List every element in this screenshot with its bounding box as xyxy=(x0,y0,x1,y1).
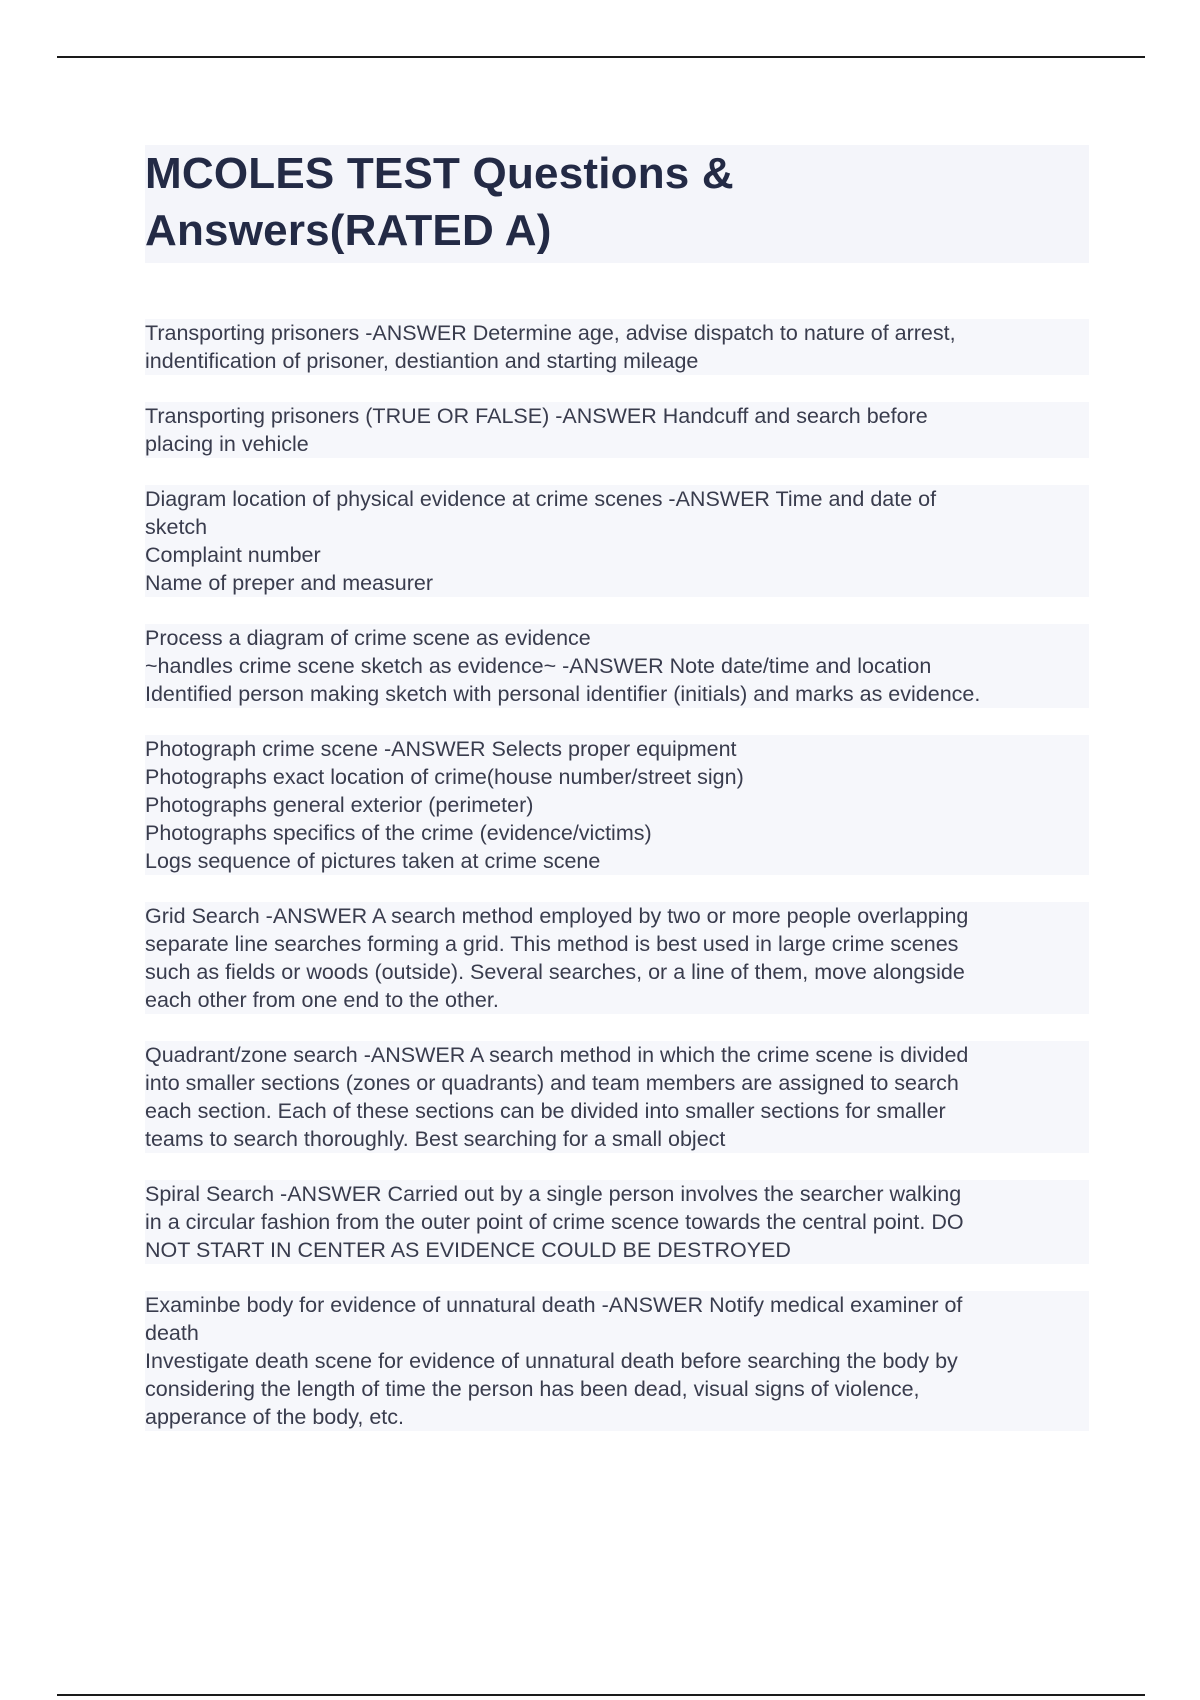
qa-line: Examinbe body for evidence of unnatural death -ANSWER Notify medical examiner of xyxy=(145,1291,1089,1319)
qa-line: ~handles crime scene sketch as evidence~ -ANSWER Note date/time and location xyxy=(145,652,1089,680)
qa-line: Process a diagram of crime scene as evidence xyxy=(145,624,1089,652)
qa-line: Spiral Search -ANSWER Carried out by a single person involves the searcher walking xyxy=(145,1180,1089,1208)
qa-line: indentification of prisoner, destiantion and starting mileage xyxy=(145,347,1089,375)
document-title xyxy=(145,145,1089,259)
title-line-1: MCOLES TEST Questions & xyxy=(145,149,734,198)
bottom-rule xyxy=(57,1694,1145,1696)
qa-line: Photograph crime scene -ANSWER Selects proper equipment xyxy=(145,735,1089,763)
qa-item xyxy=(145,624,1089,708)
qa-line: NOT START IN CENTER AS EVIDENCE COULD BE DESTROYED xyxy=(145,1236,1089,1264)
qa-line: apperance of the body, etc. xyxy=(145,1403,1089,1431)
qa-list xyxy=(145,319,1089,1431)
qa-line: Photographs specifics of the crime (evidence/victims) xyxy=(145,819,1089,847)
top-rule xyxy=(57,56,1145,58)
qa-line: sketch xyxy=(145,513,1089,541)
qa-line: each other from one end to the other. xyxy=(145,986,1089,1014)
qa-line: each section. Each of these sections can be divided into smaller sections for smaller xyxy=(145,1097,1089,1125)
document-body xyxy=(145,145,1089,1458)
qa-line: Quadrant/zone search -ANSWER A search method in which the crime scene is divided xyxy=(145,1041,1089,1069)
qa-item xyxy=(145,1291,1089,1431)
qa-line: such as fields or woods (outside). Several searches, or a line of them, move alongside xyxy=(145,958,1089,986)
qa-line: placing in vehicle xyxy=(145,430,1089,458)
qa-line: into smaller sections (zones or quadrants) and team members are assigned to search xyxy=(145,1069,1089,1097)
qa-item xyxy=(145,1180,1089,1264)
title-block xyxy=(145,145,1089,263)
qa-line: Logs sequence of pictures taken at crime scene xyxy=(145,847,1089,875)
qa-item xyxy=(145,319,1089,375)
qa-line: teams to search thoroughly. Best searching for a small object xyxy=(145,1125,1089,1153)
qa-line: separate line searches forming a grid. This method is best used in large crime scenes xyxy=(145,930,1089,958)
qa-line: Investigate death scene for evidence of unnatural death before searching the body by xyxy=(145,1347,1089,1375)
qa-item xyxy=(145,1041,1089,1153)
qa-line: death xyxy=(145,1319,1089,1347)
qa-line: Complaint number xyxy=(145,541,1089,569)
qa-line: in a circular fashion from the outer point of crime scence towards the central point. DO xyxy=(145,1208,1089,1236)
qa-line: considering the length of time the person has been dead, visual signs of violence, xyxy=(145,1375,1089,1403)
qa-line: Name of preper and measurer xyxy=(145,569,1089,597)
qa-line: Transporting prisoners (TRUE OR FALSE) -ANSWER Handcuff and search before xyxy=(145,402,1089,430)
qa-item xyxy=(145,735,1089,875)
title-line-2: Answers(RATED A) xyxy=(145,206,552,255)
qa-item xyxy=(145,402,1089,458)
qa-line: Photographs exact location of crime(house number/street sign) xyxy=(145,763,1089,791)
qa-line: Identified person making sketch with personal identifier (initials) and marks as evidence. xyxy=(145,680,1089,708)
qa-line: Diagram location of physical evidence at crime scenes -ANSWER Time and date of xyxy=(145,485,1089,513)
qa-line: Photographs general exterior (perimeter) xyxy=(145,791,1089,819)
qa-line: Grid Search -ANSWER A search method employed by two or more people overlapping xyxy=(145,902,1089,930)
qa-item xyxy=(145,485,1089,597)
qa-item xyxy=(145,902,1089,1014)
qa-line: Transporting prisoners -ANSWER Determine age, advise dispatch to nature of arrest, xyxy=(145,319,1089,347)
